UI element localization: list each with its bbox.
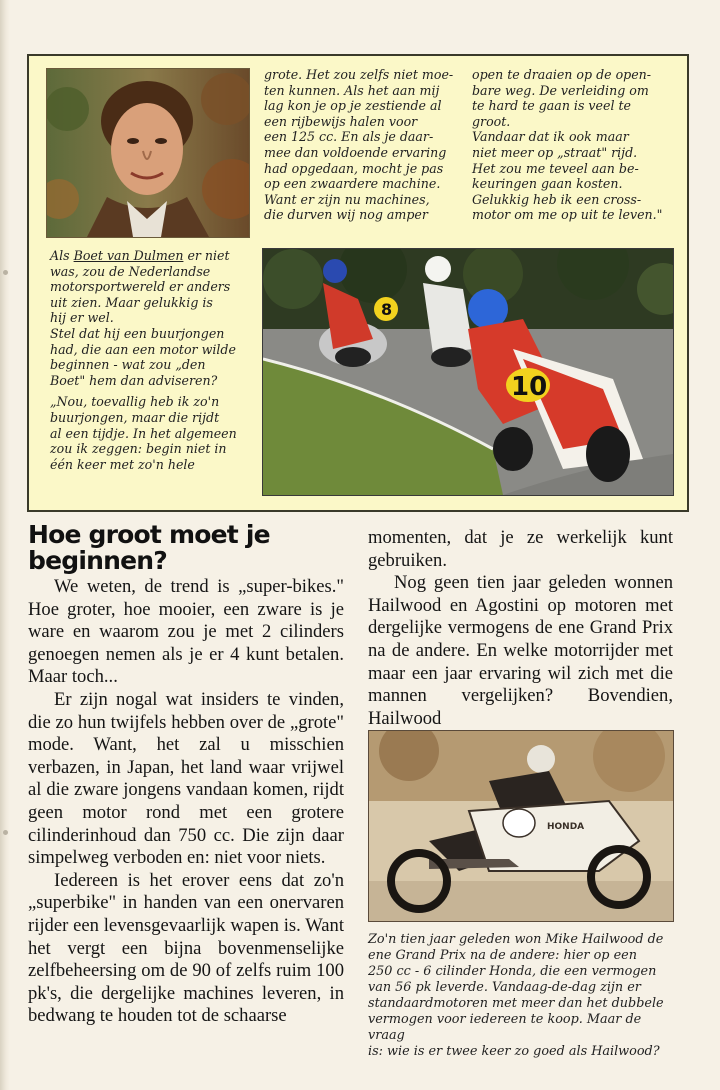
inset-line: Want er zijn nu machines, — [264, 191, 430, 207]
body-paragraph: Nog geen tien jaar geleden wonnen Hailwood en Agostini op motoren met dergelijke vermogens de ene Grand Prix na de andere. En welke motorrijder met maar een jaar ervaring wil zich met die mannen vergelijken? Bovendien, Hailwood — [368, 572, 673, 729]
inset-line: ten kunnen. Als het aan mij — [264, 82, 440, 98]
body-paragraph-continuation: momenten, dat je ze werkelijk kunt gebruiken. — [368, 527, 673, 571]
race-illustration — [263, 249, 673, 495]
hailwood-honda-photo — [368, 730, 674, 922]
photo-caption — [368, 932, 678, 1060]
article-body-right-column — [368, 527, 673, 730]
race-photo-motorcycles-cornering — [262, 248, 674, 496]
inset-line: een rijbewijs halen voor — [264, 113, 418, 129]
boet-van-dulmen-name: Boet van Dulmen — [73, 248, 184, 263]
inset-line: was, zou de Nederlandse — [50, 263, 211, 279]
inset-line: uit zien. Maar gelukkig is — [50, 294, 213, 310]
inset-line: open te draaien op de open- — [472, 67, 652, 82]
article-body-left-column — [28, 576, 344, 1028]
body-paragraph: We weten, de trend is „super-bikes." Hoe groter, hoe mooier, een zware is je ware en waarom zou je met 2 cilinders genoegen nemen als je er 4 kunt betalen. Maar toch... — [28, 576, 344, 688]
inset-quote-line: al een tijdje. In het algemeen — [50, 425, 237, 441]
inset-line: Het zou me teveel aan be- — [472, 160, 639, 176]
binding-hole — [3, 270, 8, 275]
inset-line: keuringen gaan kosten. — [472, 176, 623, 192]
honda-fairing-text: HONDA — [547, 822, 585, 832]
inset-line: Vandaar dat ik ook maar — [472, 129, 629, 145]
body-paragraph: Er zijn nogal wat insiders te vinden, die zo hun twijfels hebben over de „grote" mode. Want, het zal u misschien verbazen, in Japan, het land waar vrijwel al die zware jongens vandaan komen, rijdt geen motor rond met een grotere cilinderinhoud dan 750 cc. Die zijn daar simpelweg verboden en: niet voor niets. — [28, 688, 344, 869]
page-binding-edge — [0, 0, 10, 1090]
inset-line: had, die aan een motor wilde — [50, 341, 236, 357]
inset-line: die durven wij nog amper — [264, 207, 428, 223]
binding-hole — [3, 830, 8, 835]
inset-line: groot. — [472, 113, 511, 129]
caption-line: ene Grand Prix na de andere: hier op een — [368, 948, 637, 963]
race-number-8: 8 — [381, 300, 393, 319]
inset-line: Stel dat hij een buurjongen — [50, 325, 225, 341]
caption-line: is: wie is er twee keer zo goed als Hailwood? — [368, 1044, 660, 1059]
article-title — [28, 522, 348, 574]
caption-line: standaardmotoren met meer dan het dubbele — [368, 996, 664, 1011]
inset-quote-line: „Nou, toevallig heb ik zo'n — [50, 394, 220, 410]
inset-line: niet meer op „straat" rijd. — [472, 144, 638, 160]
inset-quote-line: zou ik zeggen: begin niet in — [50, 441, 227, 457]
caption-line: vermogen voor iedereen te koop. Maar de vraag — [368, 1012, 642, 1043]
inset-text-column-2 — [472, 67, 682, 223]
inset-quote-line: één keer met zo'n hele — [50, 456, 195, 472]
inset-line: Gelukkig heb ik een cross- — [472, 191, 642, 207]
race-number-10: 10 — [511, 372, 548, 402]
intro-pre: Als — [50, 248, 74, 263]
inset-line: mee dan voldoende ervaring — [264, 144, 447, 160]
inset-line: te hard te gaan is veel te — [472, 98, 631, 114]
inset-intro-line — [50, 248, 255, 264]
inset-line: hij er wel. — [50, 310, 114, 326]
portrait-illustration — [47, 69, 249, 237]
inset-line: bare weg. De verleiding om — [472, 82, 649, 98]
inset-line: motor om me op uit te leven." — [472, 207, 663, 223]
inset-line: lag kon je op je zestiende al — [264, 98, 442, 114]
inset-line: had opgedaan, mocht je pas — [264, 160, 444, 176]
caption-line: van 56 pk leverde. Vandaag-de-dag zijn er — [368, 980, 641, 995]
title-line-1: Hoe groot moet je — [28, 520, 270, 549]
portrait-photo-boet-van-dulmen — [46, 68, 250, 238]
inset-text-column-1 — [264, 67, 464, 223]
intro-post: er niet — [183, 248, 230, 263]
inset-line: motorsportwereld er anders — [50, 279, 231, 295]
inset-line: een 125 cc. En als je daar- — [264, 129, 434, 145]
hailwood-illustration — [369, 731, 673, 921]
inset-line: grote. Het zou zelfs niet moe- — [264, 67, 454, 82]
inset-line: op een zwaardere machine. — [264, 176, 441, 192]
title-line-2: beginnen? — [28, 546, 167, 575]
inset-line: Boet" hem dan adviseren? — [50, 372, 218, 388]
inset-quote-line: buurjongen, maar die rijdt — [50, 409, 220, 425]
inset-line: beginnen - wat zou „den — [50, 357, 206, 373]
body-paragraph: Iedereen is het erover eens dat zo'n „superbike" in handen van een onervaren rijder een levensgevaarlijk wapen is. Want het vergt een bijna bovenmenselijke zelfbeheersing om de 90 of zelfs ruim 100 pk's, die dergelijke machines leveren, in bedwang te houden tot de schaarse — [28, 869, 344, 1027]
inset-intro-column — [50, 248, 255, 472]
caption-line: Zo'n tien jaar geleden won Mike Hailwood de — [368, 932, 664, 947]
caption-line: 250 cc - 6 cilinder Honda, die een vermogen — [368, 964, 657, 979]
